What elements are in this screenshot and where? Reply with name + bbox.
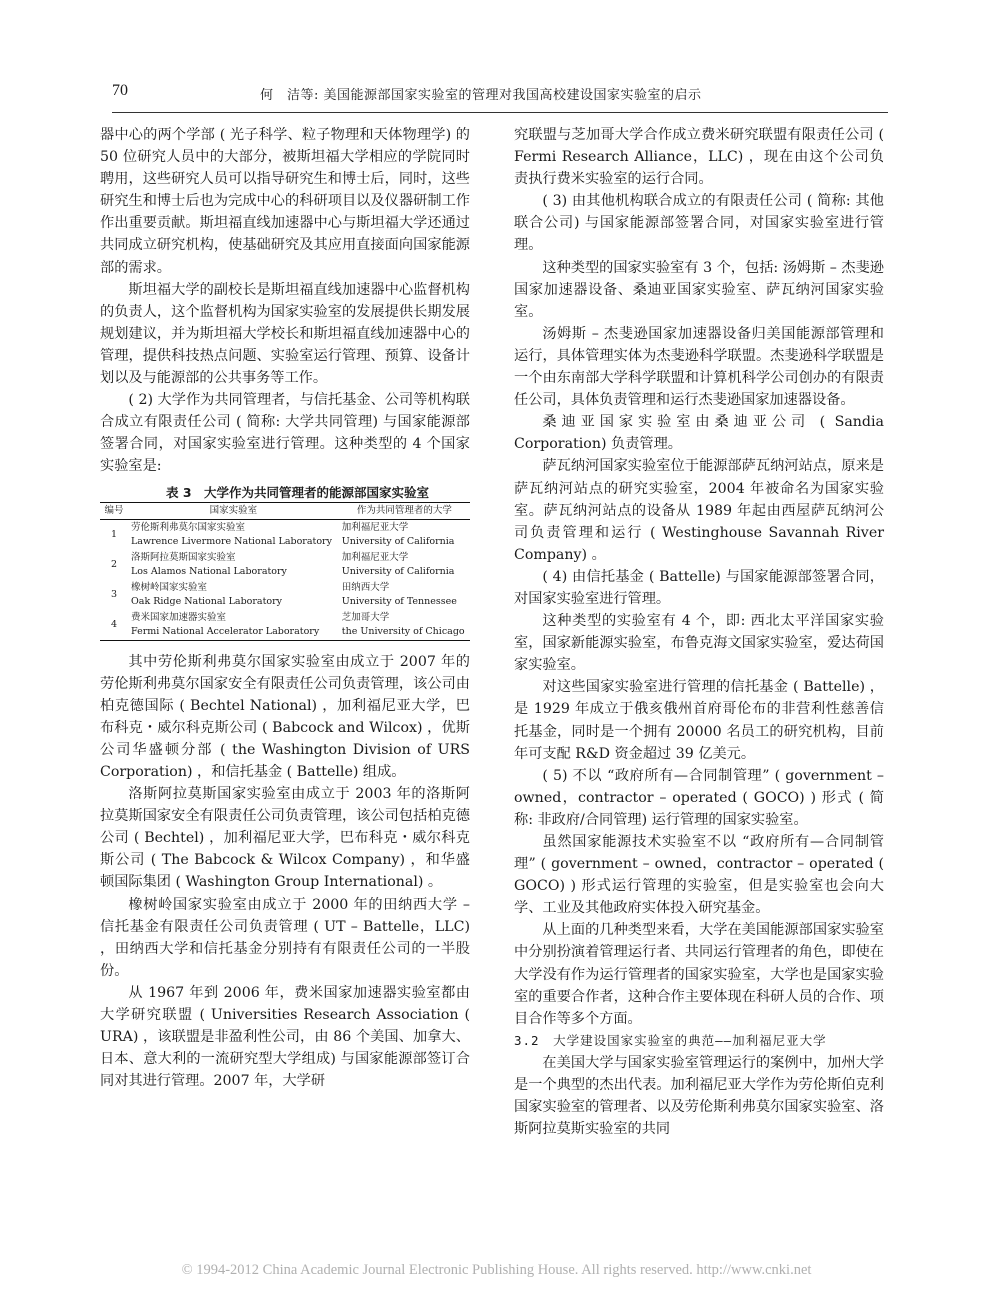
- paragraph: 这种类型的实验室有 4 个，即: 西北太平洋国家实验室，国家新能源实验室，布鲁克海文国家实验室，爱达荷国家实验室。: [514, 613, 884, 674]
- row-number: 3: [110, 588, 118, 600]
- paragraph: ( 2) 大学作为共同管理者，与信托基金、公司等机构联合成立有限责任公司 ( 简称: 大学共同管理) 与国家能源部签署合同，对国家实验室进行管理。这种类型的 4 个国家实验室是:: [100, 392, 470, 475]
- lab-cell: [128, 580, 339, 610]
- paragraph: 萨瓦纳河国家实验室位于能源部萨瓦纳河站点，原来是萨瓦纳河站点的研究实验室，2004 年被命名为国家实验室。萨瓦纳河站点的设备从 1989 年起由西屋萨瓦纳河公司负责管理和运行 ( Westinghouse Savannah River Company) 。: [514, 458, 884, 563]
- column-header-number: 编号: [100, 502, 128, 519]
- left-column: [100, 124, 470, 1092]
- header-rule: [112, 112, 888, 113]
- paragraph: 其中劳伦斯利弗莫尔国家实验室由成立于 2007 年的劳伦斯利弗莫尔国家安全有限责任公司负责管理，该公司由柏克德国际 ( Bechtel National) ，加利福尼亚大学，巴布科克・威尔科克斯公司 ( Babcock and Wilcox) ，优斯公司华盛顿分部 ( the Washington Division of URS Corporation) ，和信托基金 ( Battelle) 组成。: [100, 653, 470, 780]
- right-column: [514, 124, 884, 1140]
- paragraph: 从 1967 年到 2006 年，费米国家加速器实验室都由大学研究联盟 ( Universities Research Association ( URA) ，该联盟是非盈利性公司，由 86 个美国、加拿大、日本、意大利的一流研究型大学组成) 与国家能源部签订合同对其进行管理。2007 年，大学研: [100, 984, 470, 1090]
- lab-table: [100, 502, 470, 641]
- university-name-en: University of California: [341, 535, 455, 547]
- page-header: [112, 82, 882, 106]
- lab-name-cn: 劳伦斯利弗莫尔国家实验室: [131, 521, 246, 533]
- university-cell: [339, 550, 470, 580]
- university-cell: [339, 580, 470, 610]
- paragraph: 从上面的几种类型来看，大学在美国能源部国家实验室中分别扮演着管理运行者、共同运行管理者的角色，即使在大学没有作为运行管理者的国家实验室，大学也是国家实验室的重要合作者，这种合作主要体现在科研人员的合作、项目合作等多个方面。: [514, 922, 884, 1027]
- lab-cell: [128, 550, 339, 580]
- lab-name-en: Fermi National Accelerator Laboratory: [131, 625, 320, 637]
- paragraph: 在美国大学与国家实验室管理运行的案例中，加州大学是一个典型的杰出代表。加利福尼亚大学作为劳伦斯伯克利国家实验室的管理者、以及劳伦斯利弗莫尔国家实验室、洛斯阿拉莫斯实验室的共同: [514, 1054, 884, 1138]
- row-number: 2: [110, 558, 118, 570]
- table-title: 表 3 大学作为共同管理者的能源部国家实验室: [165, 484, 430, 500]
- lab-cell: [128, 519, 339, 550]
- paragraph: 斯坦福大学的副校长是斯坦福直线加速器中心监督机构的负责人，这个监督机构为国家实验室的发展提供长期发展规划建议，并为斯坦福大学校长和斯坦福直线加速器中心的管理，提供科技热点问题、实验室运行管理、预算、设备计划以及与能源部的公共事务等工作。: [100, 281, 470, 387]
- table-row: [100, 550, 470, 580]
- row-number: 4: [100, 610, 128, 641]
- university-name-cn: 田纳西大学: [341, 581, 390, 593]
- running-title: 何 洁等: 美国能源部国家实验室的管理对我国高校建设国家实验室的启示: [260, 88, 702, 103]
- university-name-en: University of Tennessee: [341, 595, 457, 607]
- page-number: 70: [112, 82, 128, 99]
- university-cell: [339, 519, 470, 550]
- lab-cell: [128, 610, 339, 641]
- lab-name-cn: 洛斯阿拉莫斯国家实验室: [131, 551, 236, 563]
- paragraph: 橡树岭国家实验室由成立于 2000 年的田纳西大学 – 信托基金有限责任公司负责管理 ( UT – Battelle，LLC) ，田纳西大学和信托基金分别持有有限责任公司的一半股份。: [100, 896, 470, 979]
- paragraph: 对这些国家实验室进行管理的信托基金 ( Battelle) ，是 1929 年成立于俄亥俄州首府哥伦布的非营利性慈善信托基金，同时是一个拥有 20000 名员工的研究机构，目前年可支配 R&D 资金超过 39 亿美元。: [514, 679, 884, 762]
- row-number: 1: [110, 528, 118, 540]
- paragraph: ( 5) 不以 “政府所有—合同制管理” ( government – owned，contractor – operated ( GOCO) ) 形式 ( 简称: 非政府/合同管理) 运行管理的国家实验室。: [514, 767, 884, 828]
- paragraph: ( 3) 由其他机构联合成立的有限责任公司 ( 简称: 其他联合公司) 与国家能源部签署合同，对国家实验室进行管理。: [514, 193, 884, 254]
- paragraph: 究联盟与芝加哥大学合作成立费米研究联盟有限责任公司 ( Fermi Research Alliance，LLC) ，现在由这个公司负责执行费米实验室的运行合同。: [514, 127, 884, 188]
- university-name-cn: 加利福尼亚大学: [341, 521, 409, 533]
- table-3: [100, 484, 470, 641]
- university-name-en: University of California: [341, 565, 455, 577]
- paragraph: 器中心的两个学部 ( 光子科学、粒子物理和天体物理学) 的 50 位研究人员中的大部分，被斯坦福大学相应的学院同时聘用，这些研究人员可以指导研究生和博士后，同时，这些研究生和博士后也为完成中心的科研项目以及仪器研制工作作出重要贡献。斯坦福直线加速器中心与斯坦福大学还通过共同成立研究机构，使基础研究及其应用直接面向国家能源部的需求。: [100, 127, 470, 276]
- paragraph: 虽然国家能源技术实验室不以 “政府所有—合同制管理” ( government – owned，contractor – operated ( GOCO) ) 形式运行管理的实验室，但是实验室也会向大学、工业及其他政府实体投入研究基金。: [514, 834, 884, 917]
- table-row: [100, 519, 470, 550]
- paragraph: 这种类型的国家实验室有 3 个，包括: 汤姆斯 – 杰斐逊国家加速器设备、桑迪亚国家实验室、萨瓦纳河国家实验室。: [514, 259, 884, 320]
- university-name-cn: 芝加哥大学: [341, 611, 390, 623]
- paragraph: ( 4) 由信托基金 ( Battelle) 与国家能源部签署合同，对国家实验室进行管理。: [514, 568, 884, 607]
- paragraph: 洛斯阿拉莫斯国家实验室由成立于 2003 年的洛斯阿拉莫斯国家安全有限责任公司负责管理，该公司包括柏克德公司 ( Bechtel) ，加利福尼亚大学，巴布科克・威尔科克斯公司 ( The Babcock & Wilcox Company) ，和华盛顿国际集团 ( Washington Group International) 。: [100, 786, 470, 891]
- column-header-university: 作为共同管理者的大学: [339, 502, 470, 519]
- paragraph: 桑迪亚国家实验室由桑迪亚公司 ( Sandia Corporation) 负责管理。: [514, 414, 884, 453]
- lab-name-en: Lawrence Livermore National Laboratory: [131, 535, 332, 547]
- table-header-row: [100, 502, 470, 519]
- lab-name-en: Oak Ridge National Laboratory: [131, 595, 283, 607]
- university-name-cn: 加利福尼亚大学: [341, 551, 409, 563]
- column-header-lab: 国家实验室: [128, 502, 339, 519]
- copyright-footer: © 1994-2012 China Academic Journal Electronic Publishing House. All rights reserved. http://www.cnki.net: [181, 1262, 812, 1278]
- university-cell: [339, 610, 470, 641]
- table-row: [100, 610, 470, 641]
- table-row: [100, 580, 470, 610]
- lab-name-en: Los Alamos National Laboratory: [131, 565, 287, 577]
- section-heading: 3.2 大学建设国家实验室的典范——加利福尼亚大学: [514, 1032, 827, 1048]
- lab-name-cn: 费米国家加速器实验室: [131, 611, 227, 623]
- lab-name-cn: 橡树岭国家实验室: [131, 581, 208, 593]
- paragraph: 汤姆斯 – 杰斐逊国家加速器设备归美国能源部管理和运行，具体管理实体为杰斐逊科学联盟。杰斐逊科学联盟是一个由东南部大学科学联盟和计算机科学公司创办的有限责任公司，具体负责管理和运行杰斐逊国家加速器设备。: [514, 325, 884, 409]
- university-name-en: the University of Chicago: [341, 625, 465, 637]
